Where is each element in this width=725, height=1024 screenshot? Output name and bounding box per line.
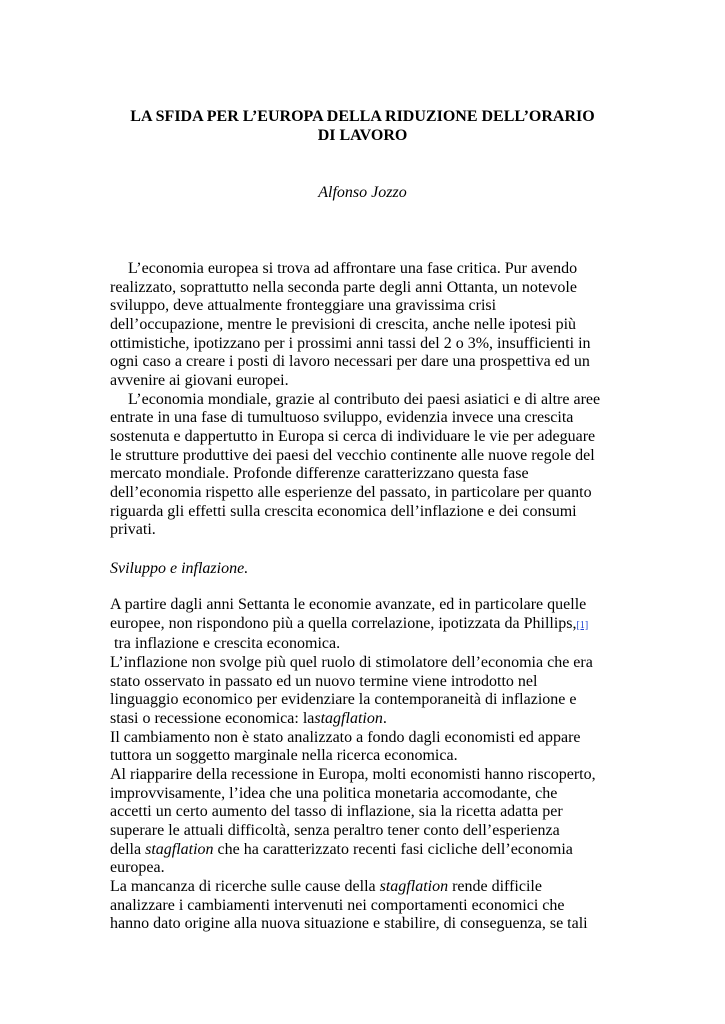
- title-line-1: LA SFIDA PER L’EUROPA DELLA RIDUZIONE DELL’ORARIO: [130, 108, 595, 125]
- text-line: stato osservato in passato ed un nuovo termine viene introdotto nel: [110, 672, 538, 690]
- text-line: L’economia mondiale, grazie al contributo dei paesi asiatici e di altre aree: [128, 390, 601, 408]
- text-line: realizzato, soprattutto nella seconda parte degli anni Ottanta, un notevole: [110, 278, 577, 296]
- text-line: avvenire ai giovani europei.: [110, 371, 289, 389]
- text-line: tuttora un soggetto marginale nella ricerca economica.: [110, 747, 458, 765]
- text-line: le strutture produttive dei paesi del vecchio continente alle nuove regole del: [110, 446, 595, 464]
- text-line: dell’occupazione, mentre le previsioni di crescita, anche nelle ipotesi più: [110, 315, 577, 333]
- text-line: [110, 878, 620, 897]
- text-line: [110, 615, 620, 636]
- text-line: privati.: [110, 521, 156, 539]
- text-line: accetti un certo aumento del tasso di inflazione, sia la ricetta adatta per: [110, 803, 563, 821]
- emphasis-term: stagflation: [145, 840, 214, 858]
- text-line: tra inflazione e crescita economica.: [110, 635, 341, 653]
- text-line: ottimistiche, ipotizzano per i prossimi anni tassi del 2 o 3%, insufficienti in: [110, 334, 591, 352]
- intro-paragraph-1: [110, 260, 620, 540]
- title-line-2: DI LAVORO: [317, 127, 408, 144]
- text-line: [110, 710, 620, 729]
- author-name: Alfonso Jozzo: [318, 184, 407, 201]
- text-line-part: rende difficile: [448, 877, 542, 895]
- text-line: dell’economia rispetto alle esperienze del passato, in particolare per quanto: [110, 483, 592, 501]
- text-line: hanno dato origine alla nuova situazione e stabilire, di conseguenza, se tali: [110, 915, 588, 933]
- text-line: mercato mondiale. Profonde differenze caratterizzano questa fase: [110, 465, 529, 483]
- text-line: sostenuta e dappertutto in Europa si cerca di individuare le vie per adeguare: [110, 427, 596, 445]
- text-line: L’inflazione non svolge più quel ruolo di stimolatore dell’economia che era: [110, 653, 593, 671]
- text-line: improvvisamente, l’idea che una politica monetaria accomodante, che: [110, 784, 558, 802]
- text-line: [110, 841, 620, 860]
- text-line-part: La mancanza di ricerche sulle cause della: [110, 877, 380, 895]
- emphasis-term: stagflation: [314, 709, 383, 727]
- text-line-part: stasi o recessione economica: la: [110, 709, 315, 727]
- text-line: superare le attuali difficoltà, senza peraltro tener conto dell’esperienza: [110, 821, 560, 839]
- text-line: europea.: [110, 859, 165, 877]
- footnote-link[interactable]: [1]: [576, 619, 589, 631]
- text-line: Al riapparire della recessione in Europa, molti economisti hanno riscoperto,: [110, 765, 596, 783]
- document-title: [100, 107, 625, 145]
- text-line: sviluppo, deve attualmente fronteggiare una gravissima crisi: [110, 297, 497, 315]
- text-line: A partire dagli anni Settanta le economie avanzate, ed in particolare quelle: [110, 596, 587, 613]
- section-body: [110, 596, 620, 934]
- text-line-part: che ha caratterizzato recenti fasi cicliche dell’economia: [213, 840, 573, 858]
- section-heading: Sviluppo e inflazione.: [110, 560, 249, 577]
- text-line: entrate in una fase di tumultuoso sviluppo, evidenzia invece una crescita: [110, 409, 574, 427]
- text-line-part: .: [382, 709, 387, 727]
- text-line: analizzare i cambiamenti intervenuti nei comportamenti economici che: [110, 896, 565, 914]
- text-line: linguaggio economico per evidenziare la contemporaneità di inflazione e: [110, 691, 577, 709]
- text-line: riguarda gli effetti sulla crescita economica dell’inflazione e dei consumi: [110, 502, 577, 520]
- text-line: Il cambiamento non è stato analizzato a fondo dagli economisti ed appare: [110, 728, 581, 746]
- text-line: L’economia europea si trova ad affrontare una fase critica. Pur avendo: [128, 260, 578, 277]
- text-line-part: europee, non rispondono più a quella correlazione, ipotizzata da Phillips,: [110, 614, 577, 632]
- text-line: ogni caso a creare i posti di lavoro necessari per dare una prospettiva ed un: [110, 353, 590, 371]
- emphasis-term: stagflation: [379, 877, 449, 895]
- text-line-part: della: [110, 840, 146, 858]
